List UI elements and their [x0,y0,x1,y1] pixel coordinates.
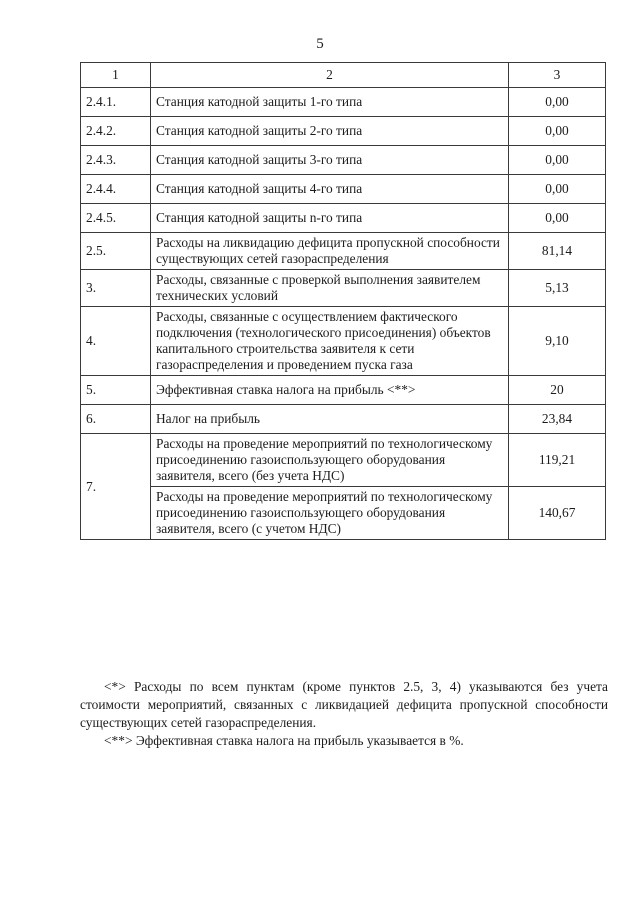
row-description: Расходы на ликвидацию дефицита пропускной способности существующих сетей газораспределения [151,233,509,270]
header-col-1: 1 [81,63,151,88]
table-row [81,307,606,376]
footnotes [80,678,608,750]
table-row [81,233,606,270]
row-value: 0,00 [509,175,606,204]
cost-table [80,62,606,540]
table-row [81,175,606,204]
row-description: Налог на прибыль [151,405,509,434]
page-number: 5 [316,36,324,52]
row-value: 0,00 [509,146,606,175]
row-number: 7. [81,434,151,540]
row-number: 2.4.1. [81,88,151,117]
header-col-3: 3 [509,63,606,88]
row-value: 140,67 [509,487,606,540]
row-description: Станция катодной защиты 1-го типа [151,88,509,117]
table-row [81,117,606,146]
row-value: 20 [509,376,606,405]
row-number: 6. [81,405,151,434]
row-description: Эффективная ставка налога на прибыль <**> [151,376,509,405]
row-number: 5. [81,376,151,405]
row-number: 2.4.5. [81,204,151,233]
row-description: Станция катодной защиты 4-го типа [151,175,509,204]
row-value: 119,21 [509,434,606,487]
row-description: Расходы, связанные с проверкой выполнения заявителем технических условий [151,270,509,307]
row-number: 2.4.2. [81,117,151,146]
header-col-2: 2 [151,63,509,88]
row-value: 0,00 [509,204,606,233]
row-description: Расходы на проведение мероприятий по технологическому присоединению газоиспользующего оборудования заявителя, всего (с учетом НДС) [151,487,509,540]
row-value: 5,13 [509,270,606,307]
row-value: 81,14 [509,233,606,270]
row-number: 4. [81,307,151,376]
table-row [81,270,606,307]
row-description: Станция катодной защиты 3-го типа [151,146,509,175]
table-row [81,88,606,117]
table-header-row [81,63,606,88]
row-number: 2.5. [81,233,151,270]
row-description: Расходы, связанные с осуществлением фактического подключения (технологического присоединения) объектов капитального строительства заявителя к сети газораспределения и проведением пуска газа [151,307,509,376]
table-row [81,434,606,487]
row-description: Станция катодной защиты n-го типа [151,204,509,233]
table-row [81,405,606,434]
row-description: Станция катодной защиты 2-го типа [151,117,509,146]
row-value: 23,84 [509,405,606,434]
row-value: 9,10 [509,307,606,376]
row-number: 2.4.4. [81,175,151,204]
footnote: <*> Расходы по всем пунктам (кроме пунктов 2.5, 3, 4) указываются без учета стоимости мероприятий, связанных с ликвидацией дефицита пропускной способности существующих сетей газораспределения. [80,679,608,730]
row-value: 0,00 [509,117,606,146]
table-row [81,487,606,540]
row-number: 2.4.3. [81,146,151,175]
row-description: Расходы на проведение мероприятий по технологическому присоединению газоиспользующего оборудования заявителя, всего (без учета НДС) [151,434,509,487]
row-value: 0,00 [509,88,606,117]
row-number: 3. [81,270,151,307]
table-row [81,146,606,175]
table-row [81,204,606,233]
table-row [81,376,606,405]
footnote: <**> Эффективная ставка налога на прибыль указывается в %. [104,733,464,748]
